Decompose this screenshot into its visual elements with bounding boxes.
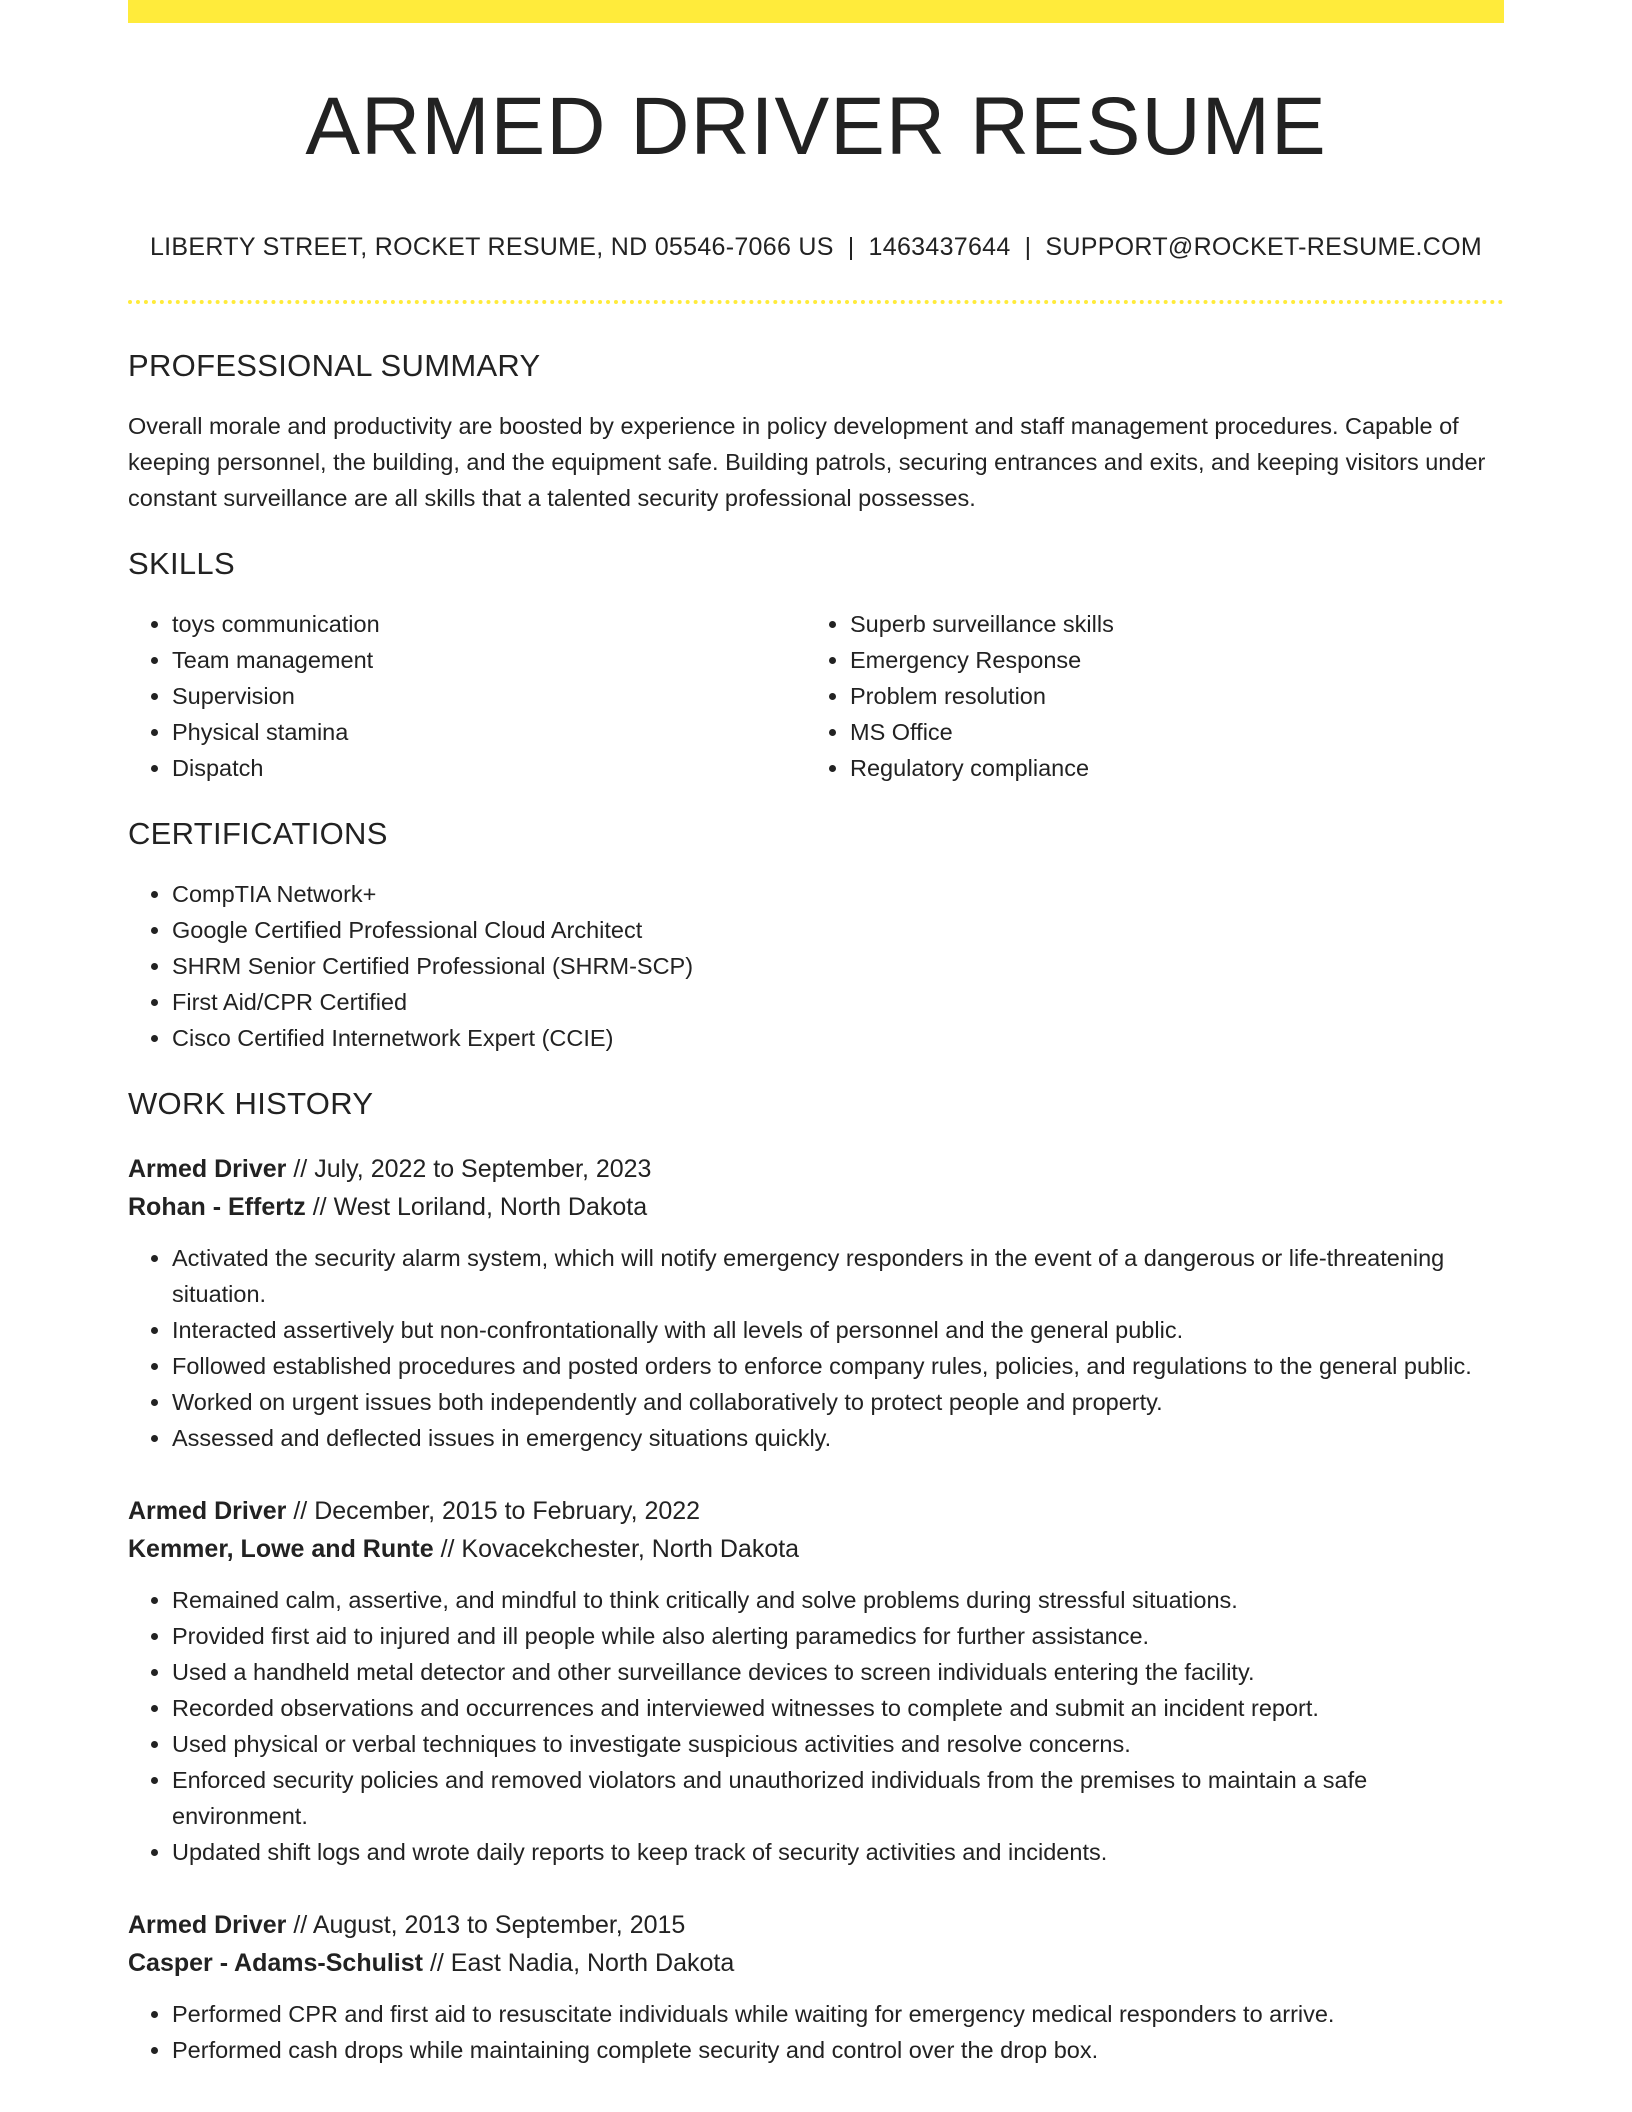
skills-heading: SKILLS [128,546,235,582]
summary-heading: PROFESSIONAL SUMMARY [128,348,541,384]
skill-item: • Dispatch [172,750,806,786]
contact-separator: | [847,233,855,262]
certification-item: • First Aid/CPR Certified [172,984,1504,1020]
contact-line [128,233,1504,262]
contact-separator: | [1024,233,1032,262]
contact-address: LIBERTY STREET, ROCKET RESUME, ND 05546-7066 US [149,233,834,262]
job-bullet: • Updated shift logs and wrote daily reports to keep track of security activities and incidents. [172,1834,1504,1870]
skill-item: • Supervision [172,678,806,714]
certifications-heading: CERTIFICATIONS [128,816,388,852]
work-history-heading: WORK HISTORY [128,1086,374,1122]
certifications-list [128,876,1504,1056]
job-entry [128,1906,1504,2068]
job-bullet: • Interacted assertively but non-confrontationally with all levels of personnel and the general public. [172,1312,1504,1348]
job-bullet: • Used a handheld metal detector and other surveillance devices to screen individuals entering the facility. [172,1654,1504,1690]
skill-item: • Physical stamina [172,714,806,750]
summary-text: Overall morale and productivity are boosted by experience in policy development and staff management procedures. Capable of keeping personnel, the building, and the equipment safe. Building patrols, securing entrances and exits, and keeping visitors under constant surveillance are all skills that a talented security professional possesses. [128,413,1486,512]
skills-right-column [806,606,1484,786]
job-bullet: • Assessed and deflected issues in emergency situations quickly. [172,1420,1504,1456]
job-entry [128,1492,1504,1870]
job-location: // East Nadia, North Dakota [429,1949,735,1978]
job-role: Armed Driver [128,1497,287,1526]
contact-phone: 1463437644 [868,233,1011,262]
skills-left-column [128,606,806,786]
skill-item: • MS Office [850,714,1484,750]
job-role-line [128,1906,1504,1944]
job-company: Rohan - Effertz [128,1193,306,1222]
resume-page [128,0,1504,2068]
job-bullet: • Provided first aid to injured and ill people while also alerting paramedics for further assistance. [172,1618,1504,1654]
job-role: Armed Driver [128,1155,287,1184]
job-bullet: • Enforced security policies and removed violators and unauthorized individuals from the premises to maintain a safe environment. [172,1762,1504,1834]
job-company-line [128,1944,1504,1982]
job-company-line [128,1530,1504,1568]
job-company: Kemmer, Lowe and Runte [128,1535,434,1564]
skill-item: • Emergency Response [850,642,1484,678]
job-company-line [128,1188,1504,1226]
job-role-line [128,1150,1504,1188]
skill-item: • toys communication [172,606,806,642]
certification-item: • Cisco Certified Internetwork Expert (CCIE) [172,1020,1504,1056]
job-entry [128,1150,1504,1456]
job-bullet: • Remained calm, assertive, and mindful to think critically and solve problems during stressful situations. [172,1582,1504,1618]
contact-email: SUPPORT@ROCKET-RESUME.COM [1045,233,1483,262]
skill-item: • Superb surveillance skills [850,606,1484,642]
job-bullet: • Activated the security alarm system, which will notify emergency responders in the event of a dangerous or life-threatening situation. [172,1240,1504,1312]
job-bullet: • Recorded observations and occurrences and interviewed witnesses to complete and submit an incident report. [172,1690,1504,1726]
skill-item: • Team management [172,642,806,678]
job-role: Armed Driver [128,1911,287,1940]
certification-item: • CompTIA Network+ [172,876,1504,912]
job-bullet-list [128,1996,1504,2068]
job-bullet: • Performed cash drops while maintaining complete security and control over the drop box. [172,2032,1504,2068]
skills-list-left [128,606,806,786]
job-bullet: • Performed CPR and first aid to resuscitate individuals while waiting for emergency medical responders to arrive. [172,1996,1504,2032]
job-location: // Kovacekchester, North Dakota [440,1535,800,1564]
skill-item: • Problem resolution [850,678,1484,714]
dotted-divider [128,300,1504,304]
job-location: // West Loriland, North Dakota [312,1193,648,1222]
job-dates: // August, 2013 to September, 2015 [293,1911,686,1940]
resume-title: ARMED DRIVER RESUME [305,81,1327,172]
skill-item: • Regulatory compliance [850,750,1484,786]
job-role-line [128,1492,1504,1530]
certification-item: • SHRM Senior Certified Professional (SHRM-SCP) [172,948,1504,984]
job-bullet-list [128,1240,1504,1456]
job-bullet: • Followed established procedures and posted orders to enforce company rules, policies, and regulations to the general public. [172,1348,1504,1384]
skills-columns [128,606,1504,786]
certification-item: • Google Certified Professional Cloud Architect [172,912,1504,948]
job-company: Casper - Adams-Schulist [128,1949,423,1978]
job-bullet: • Worked on urgent issues both independently and collaboratively to protect people and property. [172,1384,1504,1420]
job-bullet: • Used physical or verbal techniques to investigate suspicious activities and resolve concerns. [172,1726,1504,1762]
job-dates: // December, 2015 to February, 2022 [293,1497,701,1526]
job-dates: // July, 2022 to September, 2023 [293,1155,652,1184]
accent-top-bar [128,0,1504,23]
skills-list-right [806,606,1484,786]
job-bullet-list [128,1582,1504,1870]
